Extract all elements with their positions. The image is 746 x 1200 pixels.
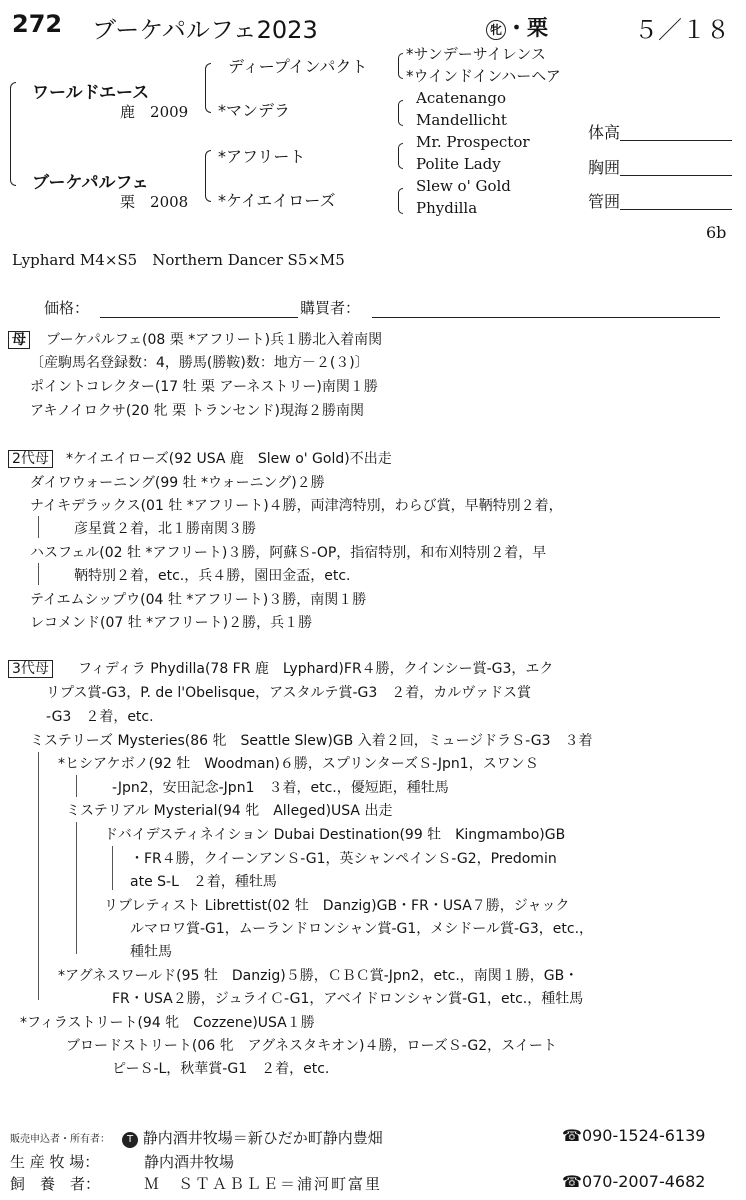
sire-year: 2009 [150, 103, 189, 121]
dam-bracket [205, 150, 211, 202]
third-dam-line-15: FR・USA２勝，ジュライＣ-G1，アベイドロンシャン賞-G1，etc.，種牡馬 [112, 991, 584, 1007]
breeder: 静内酒井牧場 [144, 1153, 235, 1171]
dam-sire-sire: Mr. Prospector [416, 133, 530, 151]
dubai-bar [112, 846, 113, 890]
third-dam-line-13: 種牡馬 [130, 944, 172, 960]
sex-color [486, 12, 548, 42]
buyer-label: 購買者： [300, 299, 361, 317]
dam-name: ブーケパルフェ [32, 173, 149, 193]
second-dam-line-8: レコメンド(07 牡 *アフリート)２勝，兵１勝 [30, 615, 313, 631]
height-field[interactable] [620, 140, 732, 141]
second-dam-line-2: ダイワウォーニング(99 牡 *ウォーニング)２勝 [30, 475, 325, 491]
keeper: Ｍ ＳＴＡＢＬＥ＝浦河町富里 [144, 1175, 383, 1193]
third-dam-line-8: ドバイデスティネイション Dubai Destination(99 牡 Kingmambo)GB [104, 827, 566, 843]
second-dam-line-1: *ケイエイローズ(92 USA 鹿 Slew o' Gold)不出走 [66, 451, 392, 467]
sire-sire: ディープインパクト [228, 57, 368, 76]
seller-phone-number: 090-1524-6139 [581, 1126, 706, 1145]
third-dam-line-7: ミステリアル Mysterial(94 牝 Alleged)USA 出走 [66, 803, 393, 819]
dam-line-1: ブーケパルフェ(08 栗 *アフリート)兵１勝北入着南関 [46, 332, 383, 348]
third-dam-tag: 3代母 [8, 660, 53, 678]
cannon-label: 管囲 [588, 192, 621, 211]
dam-sire: *アフリート [218, 147, 306, 166]
sire-color-year [120, 101, 188, 122]
dam-line-3: ポイントコレクター(17 牡 栗 アーネストリー)南関１勝 [30, 379, 378, 395]
price-label: 価格： [44, 299, 90, 317]
mysterial-descent-bar [76, 822, 77, 954]
height-label: 体高 [588, 123, 621, 142]
keeper-phone [562, 1172, 705, 1191]
sire-sire-dam: *ウインドインハーヘア [406, 67, 561, 85]
dam-line-2: 〔産駒馬名登録数：4，勝馬(勝鞍)数：地方－２(３)〕 [30, 355, 369, 371]
lot-number: 272 [12, 10, 63, 38]
third-dam-line-17: ブロードストリート(06 牝 アグネスタキオン)４勝，ローズＳ-G2，スイート [66, 1038, 557, 1054]
breeder-label: 生 産 牧 場： [10, 1153, 100, 1171]
dam-dam: *ケイエイローズ [218, 191, 336, 210]
dam-year: 2008 [150, 193, 189, 211]
sire-dam-bracket [398, 100, 403, 126]
buyer-field[interactable] [372, 317, 720, 318]
sire-sire-sire: *サンデーサイレンス [406, 45, 546, 63]
second-dam-bar-2 [38, 563, 39, 585]
seller-phone [562, 1126, 705, 1145]
price-field[interactable] [100, 317, 298, 318]
girth-field[interactable] [620, 175, 732, 176]
dam-section-tag: 母 [8, 331, 30, 349]
third-dam-line-6: -Jpn2，安田記念-Jpn1 ３着，etc.，優短距，種牡馬 [112, 780, 449, 796]
second-dam-bar-1 [38, 516, 39, 538]
sire-color: 鹿 [120, 103, 136, 121]
second-dam-line-7: テイエムシップウ(04 牡 *アフリート)３勝，南関１勝 [30, 592, 367, 608]
dam-dam-sire: Slew o' Gold [416, 177, 511, 195]
seller [122, 1127, 383, 1148]
third-dam-line-14: *アグネスワールド(95 牡 Danzig)５勝，ＣＢＣ賞-Jpn2，etc.，南関１勝，GB・ [58, 968, 579, 984]
sire-bracket [205, 63, 211, 113]
sire-dam-dam: Mandellicht [416, 111, 507, 129]
third-dam-line-2: リプス賞-G3，P. de l'Obelisque，アスタルテ賞-G3 ２着，カルヴァドス賞 [46, 685, 532, 701]
second-dam-tag: 2代母 [8, 450, 53, 468]
second-dam-line-6: 鞆特別２着，etc.，兵４勝，園田金盃，etc. [74, 568, 351, 584]
third-dam-line-18: ピーＳ-L，秋華賞-G1 ２着，etc. [112, 1061, 330, 1077]
girth-label: 胸囲 [588, 158, 621, 177]
sire-name: ワールドエース [32, 83, 150, 103]
owner-mark-icon: T [122, 1132, 138, 1148]
third-dam-line-1: フィディラ Phydilla(78 FR 鹿 Lyphard)FR４勝，クインシー賞-G3，エク [78, 661, 554, 677]
seller-text: 静内酒井牧場＝新ひだか町静内豊畑 [142, 1129, 383, 1147]
pedigree-outer-bracket [10, 82, 16, 186]
phone-icon: ☎ [562, 1126, 582, 1145]
third-dam-line-11: リブレティスト Librettist(02 牡 Danzig)GB・FR・USA７勝，ジャック [104, 898, 570, 914]
inbreeding: Lyphard M4×S5 Northern Dancer S5×M5 [12, 251, 345, 269]
second-dam-line-5: ハスフェル(02 牡 *アフリート)３勝，阿蘇Ｓ-OP，指宿特別，和布刈特別２着，早 [30, 545, 547, 561]
dam-sire-dam: Polite Lady [416, 155, 501, 173]
second-dam-line-3: ナイキデラックス(01 牡 *アフリート)４勝，両津湾特別，わらび賞，早鞆特別２着， [30, 498, 563, 514]
dam-color-year [120, 191, 188, 212]
keeper-phone-number: 070-2007-4682 [581, 1172, 706, 1191]
phone-icon: ☎ [562, 1172, 582, 1191]
third-dam-line-5: *ヒシアケボノ(92 牡 Woodman)６勝，スプリンターズＳ-Jpn1，スワンＳ [58, 756, 539, 772]
sex-color-rest: ・栗 [506, 16, 548, 40]
dam-color: 栗 [120, 193, 136, 211]
third-dam-line-4: ミステリーズ Mysteries(86 牝 Seattle Slew)GB 入着２回，ミュージドラＳ-G3 ３着 [30, 733, 593, 749]
birth-date: ５／１８ [634, 16, 730, 44]
cannon-field[interactable] [620, 209, 732, 210]
dam-sire-bracket [398, 143, 403, 169]
sex-mark-icon: 牝 [486, 20, 506, 40]
keeper-label: 飼 養 者： [10, 1175, 101, 1193]
third-dam-line-16: *フィラストリート(94 牝 Cozzene)USA１勝 [20, 1015, 315, 1031]
sire-dam: *マンデラ [218, 101, 291, 120]
seller-label: 販売申込者・所有者： [10, 1134, 110, 1145]
dam-dam-bracket [398, 188, 403, 214]
hishi-bar [76, 775, 77, 797]
mysteries-descent-bar [38, 752, 39, 1000]
family-code: 6b [706, 223, 727, 242]
sire-dam-sire: Acatenango [416, 89, 506, 107]
third-dam-line-3: -G3 ２着，etc. [46, 709, 154, 725]
sire-sire-bracket [398, 53, 403, 79]
third-dam-line-12: ルマロワ賞-G1，ムーランドロンシャン賞-G1，メシドール賞-G3，etc.， [130, 921, 594, 937]
third-dam-line-10: ate S-L ２着，種牡馬 [130, 874, 277, 890]
second-dam-line-4: 彦星賞２着，北１勝南関３勝 [74, 521, 256, 537]
dam-line-4: アキノイロクサ(20 牝 栗 トランセンド)現海２勝南関 [30, 403, 364, 419]
horse-name: ブーケパルフェ2023 [92, 16, 318, 44]
dam-dam-dam: Phydilla [416, 199, 478, 217]
third-dam-line-9: ・FR４勝，クイーンアンＳ-G1，英シャンペインＳ-G2，Predomin [130, 851, 557, 867]
